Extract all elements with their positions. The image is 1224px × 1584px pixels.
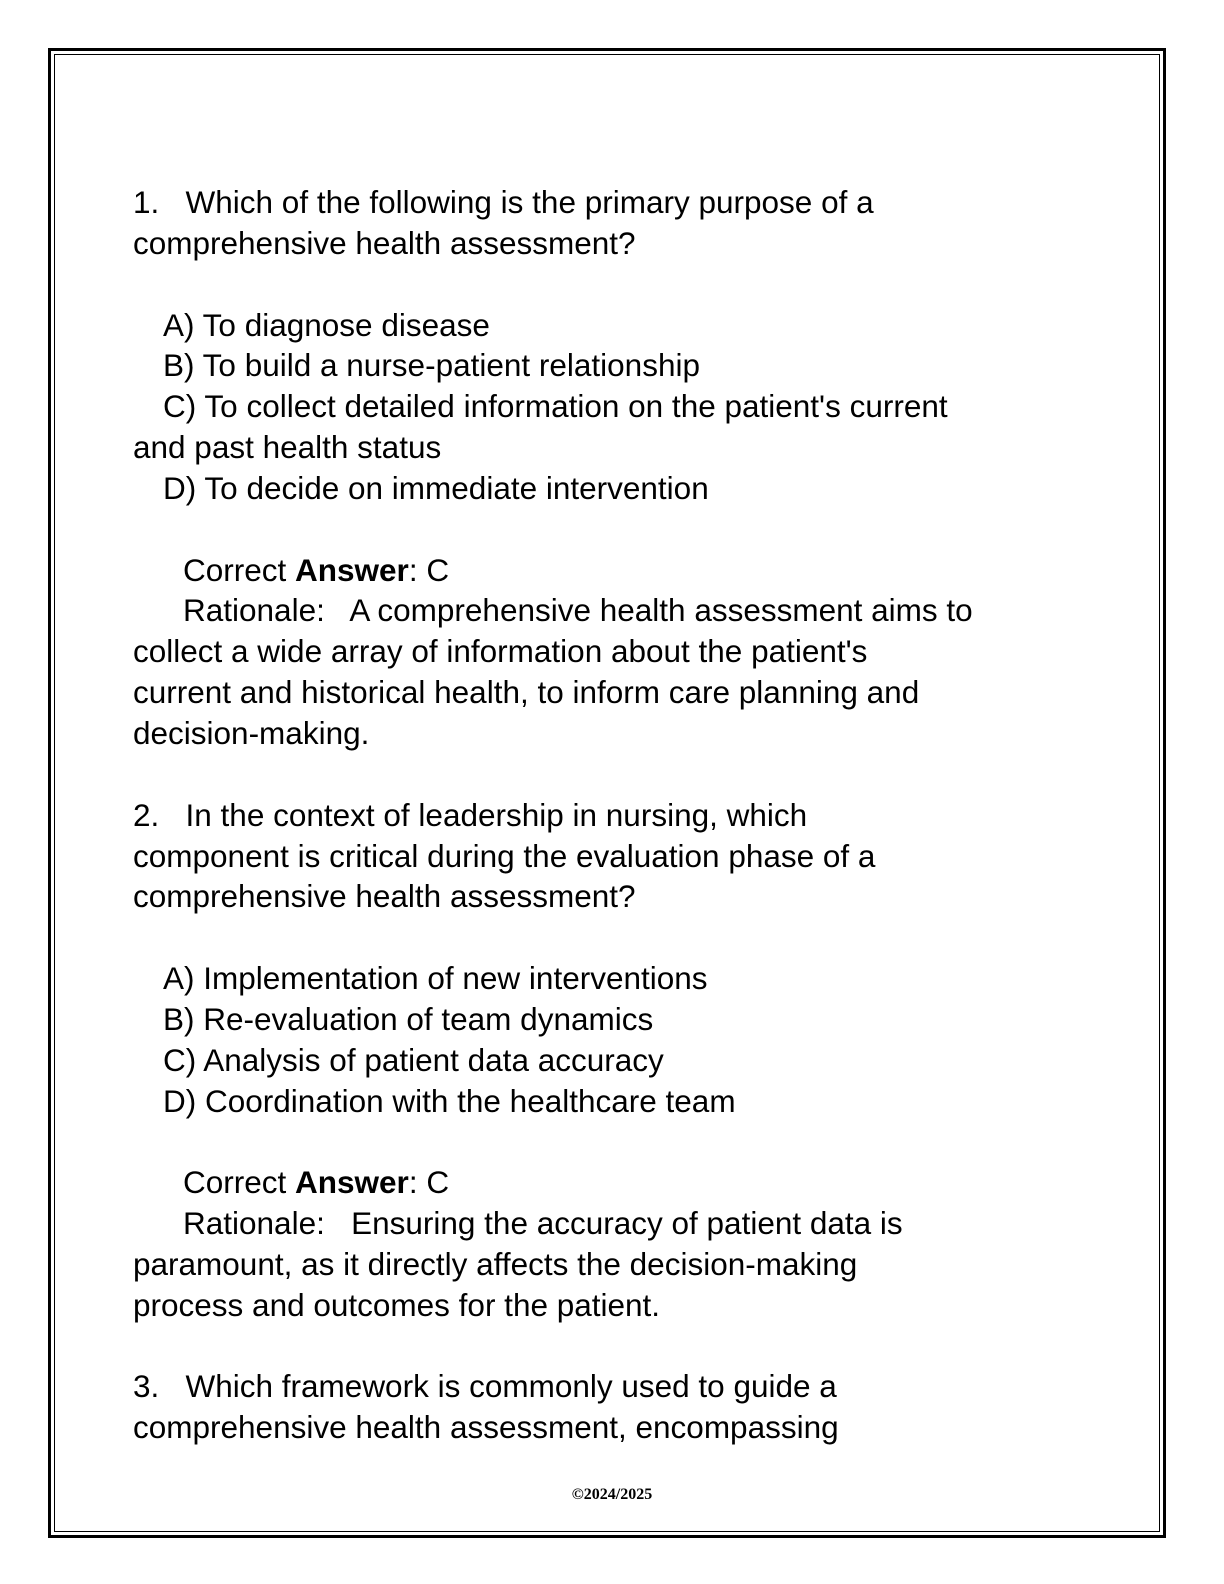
- answer-option-line: B) Re-evaluation of team dynamics: [163, 1000, 654, 1037]
- copyright-footer: ©2024/2025: [571, 1486, 653, 1503]
- rationale-line: decision-making.: [133, 714, 370, 751]
- correct-answer: [133, 1162, 1113, 1203]
- answer-answer-prefix: Correct: [183, 551, 296, 588]
- answer-answer-bold: Answer: [295, 1164, 409, 1201]
- rationale-line: collect a wide array of information about the patient's: [133, 633, 868, 670]
- blank-line: [133, 754, 1113, 795]
- answer-option-line: and past health status: [133, 429, 442, 466]
- answer-option-line: C) Analysis of patient data accuracy: [163, 1041, 664, 1078]
- question-stem-line: 2. In the context of leadership in nursing, which: [133, 796, 808, 833]
- blank-line: [133, 264, 1113, 305]
- rationale-line: Rationale: A comprehensive health assessment aims to: [183, 592, 973, 629]
- answer-answer-prefix: Correct: [183, 1164, 296, 1201]
- correct-answer: [133, 550, 1113, 591]
- answer-answer-bold: Answer: [295, 551, 409, 588]
- blank-line: [133, 509, 1113, 550]
- answer-option-line: C) To collect detailed information on the patient's current: [163, 388, 948, 425]
- blank-line: [133, 1121, 1113, 1162]
- rationale-line: process and outcomes for the patient.: [133, 1286, 661, 1323]
- answer-option-line: A) To diagnose disease: [163, 306, 490, 343]
- question-stem-line: comprehensive health assessment?: [133, 224, 636, 261]
- answer-option-line: B) To build a nurse-patient relationship: [163, 347, 700, 384]
- answer-answer-value: : C: [408, 551, 450, 588]
- rationale-line: paramount, as it directly affects the decision-making: [133, 1245, 858, 1282]
- answer-option-line: D) Coordination with the healthcare team: [163, 1082, 736, 1119]
- answer-option-line: D) To decide on immediate intervention: [163, 469, 709, 506]
- question-stem-line: comprehensive health assessment, encompassing: [133, 1409, 839, 1446]
- question-stem-line: component is critical during the evaluation phase of a: [133, 837, 876, 874]
- answer-option-line: A) Implementation of new interventions: [163, 960, 708, 997]
- answer-answer-value: : C: [408, 1164, 450, 1201]
- question-stem-line: 3. Which framework is commonly used to guide a: [133, 1368, 837, 1405]
- question-stem-line: comprehensive health assessment?: [133, 878, 636, 915]
- blank-line: [133, 917, 1113, 958]
- rationale-line: Rationale: Ensuring the accuracy of patient data is: [183, 1205, 903, 1242]
- rationale-line: current and historical health, to inform care planning and: [133, 674, 920, 711]
- document-body: [133, 182, 1113, 1448]
- question-stem-line: 1. Which of the following is the primary purpose of a: [133, 184, 874, 220]
- blank-line: [133, 1326, 1113, 1367]
